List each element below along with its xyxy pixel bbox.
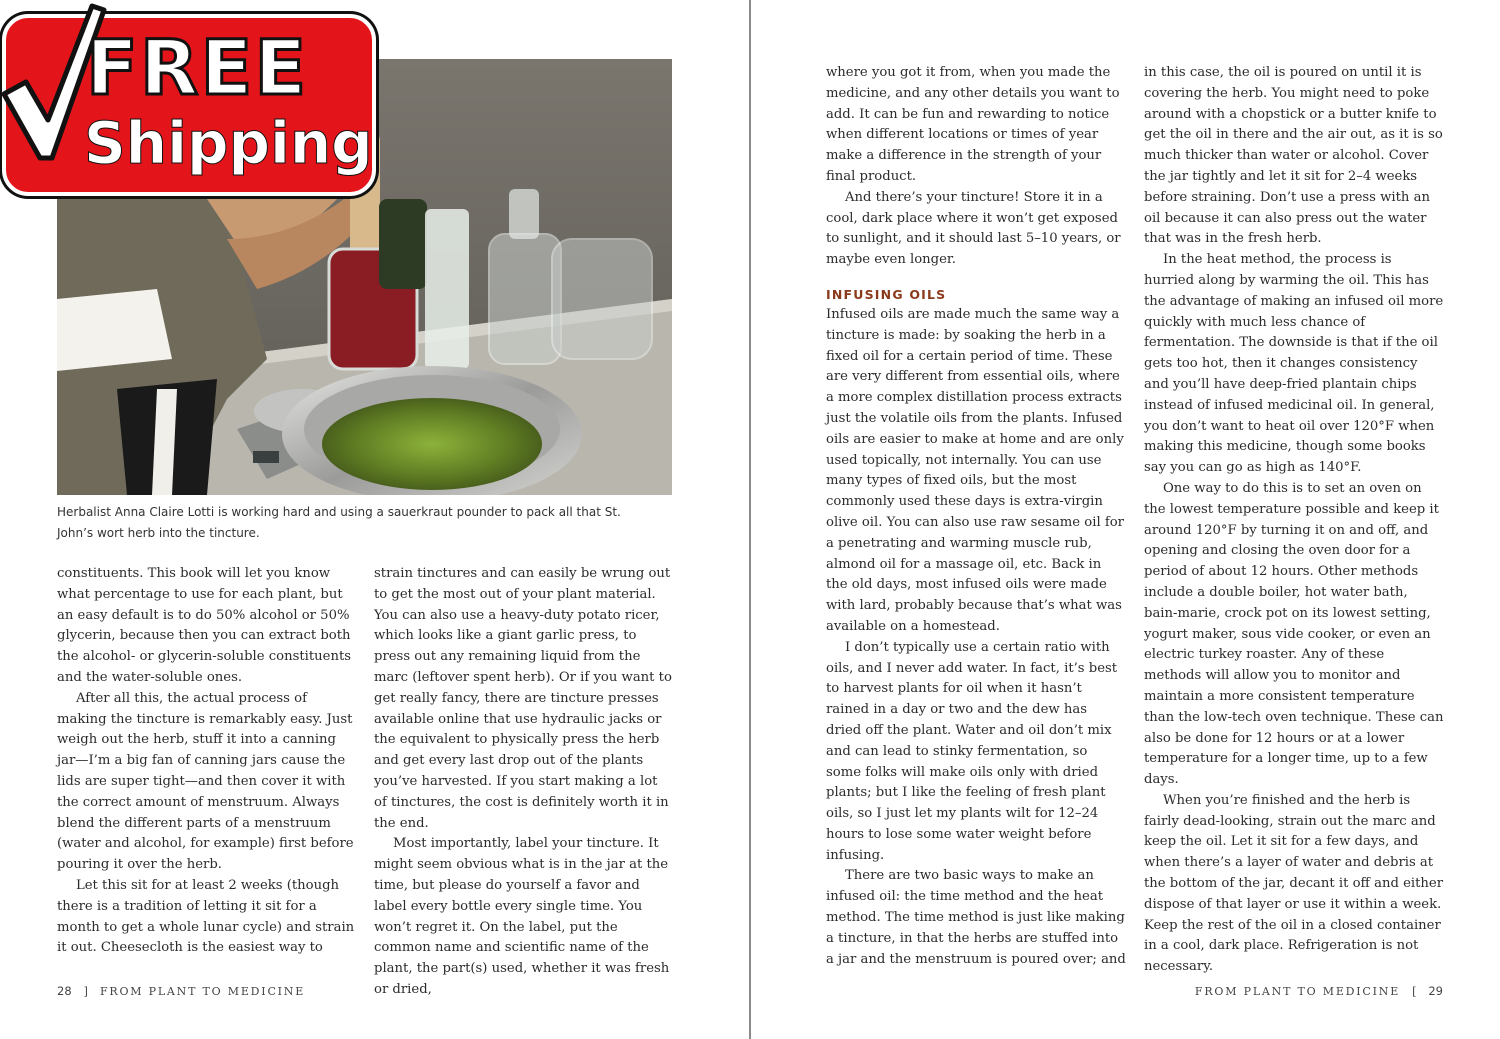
page-number: 28 — [57, 984, 72, 998]
paragraph: where you got it from, when you made the medicine, and any other details you want to add. It can be fun and rewarding to notice when different locations or times of year make a difference in the strength of your final product. — [826, 65, 1120, 184]
paragraph: constituents. This book will let you know what percentage to use for each plant, but an easy default is to do 50% alcohol or 50% glycerin, because then you can extract both the alcohol- or glycerin-soluble constituents and the water-soluble ones. — [57, 566, 352, 685]
paragraph: In the heat method, the process is hurried along by warming the oil. This has the advantage of making an infused oil more quickly with much less chance of fermentation. The downside is that if the oil gets too hot, then it changes consistency and you’ll have deep-fried plantain chips instead of infused medicinal oil. In general, you don’t want to heat oil over 120°F when making this medicine, though some books say you can go as high as 140°F. — [1144, 252, 1444, 476]
paragraph: When you’re finished and the herb is fairly dead-looking, strain out the marc and keep the oil. Let it sit for a few days, and when there’s a layer of water and debris at the bottom of the jar, decant it off and either dispose of that layer or use it within a week. Keep the rest of the oil in a closed container in a cool, dark place. Refrigeration is not necessary. — [1144, 792, 1443, 975]
paragraph: Infused oils are made much the same way a tincture is made: by soaking the herb in a fixed oil for a certain period of time. These are very different from essential oils, where a more complex distillation process extracts just the volatile oils from the plants. Infused oils are easier to make at home and are only used topically, not internally. You can use many types of fixed oils, but the most commonly used these days is extra-virgin olive oil. You can also use raw sesame oil for a penetrating and warming muscle rub, almond oil for a massage oil, etc. Back in the old days, most infused oils were made with lard, probably because that’s what was available on a homestead. — [826, 306, 1124, 634]
running-title: FROM PLANT TO MEDICINE — [99, 985, 306, 998]
paragraph: Let this sit for at least 2 weeks (though there is a tradition of letting it sit for a month to get a whole lunar cycle) and strain it out. Cheesecloth is the easiest way to — [57, 877, 355, 956]
badge-free-text: FREE — [86, 23, 309, 112]
left-page — [0, 0, 749, 1039]
left-page-column-1 — [57, 564, 355, 959]
right-page-column-1 — [826, 63, 1126, 970]
free-shipping-badge — [2, 14, 376, 196]
left-page-column-2 — [374, 564, 674, 1001]
paragraph: One way to do this is to set an oven on the lowest temperature possible and keep it around 120°F by turning it on and off, and opening and closing the oven door for a period of about 12 hours. Other methods include a double boiler, hot water bath, bain-marie, crock pot on its lowest setting, yogurt maker, sous vide cooker, or even an electric turkey roaster. Any of these methods will allow you to monitor and maintain a more consistent temperature than the low-tech oven technique. These can also be done for 12 hours or at a lower temperature for a longer time, up to a few days. — [1144, 480, 1444, 788]
paragraph: I don’t typically use a certain ratio with oils, and I never add water. In fact, it’s best to harvest plants for oil when it hasn’t rained in a day or two and the dew has dried off the plant. Water and oil don’t mix and can lead to stinky fermentation, so some folks will make oils only with dried plants; but I like the feeling of fresh plant oils, so I just let my plants wilt for 12–24 hours to lose some water weight before infusing. — [826, 639, 1118, 863]
paragraph: After all this, the actual process of making the tincture is remarkably easy. Just weigh out the herb, stuff it into a canning jar—I’m a big fan of canning jars cause the lids are super tight—and then cover it with the correct amount of menstruum. Always blend the different parts of a menstruum (water and alcohol, for example) first before pouring it over the herb. — [57, 690, 354, 873]
photo-caption: Herbalist Anna Claire Lotti is working hard and using a sauerkraut pounder to pack all that St. John’s wort herb into the tincture. — [57, 505, 621, 540]
page-number: 29 — [1428, 984, 1443, 998]
left-page-footer: 28 ] FROM PLANT TO MEDICINE — [57, 984, 306, 998]
section-heading: INFUSING OILS — [826, 286, 947, 302]
paragraph: Most importantly, label your tincture. It might seem obvious what is in the jar at the time, but please do yourself a favor and label every bottle every single time. You won’t regret it. On the label, put the common name and scientific name of the plant, the part(s) used, whether it was fresh or dried, — [374, 836, 670, 997]
right-page-column-2 — [1144, 63, 1444, 978]
right-page-footer: FROM PLANT TO MEDICINE [ 29 — [1194, 984, 1443, 998]
paragraph: in this case, the oil is poured on until it is covering the herb. You might need to poke around with a chopstick or a butter knife to get the oil in there and the air out, as it is so much thicker than water or alcohol. Cover the jar tightly and let it sit for 2–4 weeks before straining. Don’t use a press with an oil because it can also press out the water that was in the fresh herb. — [1144, 65, 1443, 247]
right-page — [751, 0, 1500, 1039]
paragraph: There are two basic ways to make an infused oil: the time method and the heat method. The time method is just like making a tincture, in that the herbs are stuffed into a jar and the menstruum is poured over; and — [826, 868, 1126, 967]
paragraph: And there’s your tincture! Store it in a cool, dark place where it won’t get exposed to sunlight, and it should last 5–10 years, or maybe even longer. — [826, 189, 1121, 268]
badge-shipping-text: Shipping — [84, 109, 373, 177]
paragraph: strain tinctures and can easily be wrung out to get the most out of your plant material. You can also use a heavy-duty potato ricer, which looks like a giant garlic press, to press out any remaining liquid from the marc (leftover spent herb). Or if you want to get really fancy, there are tincture presses available online that use hydraulic jacks or the equivalent to physically press the herb and get every last drop out of the plants you’ve harvested. If you start making a lot of tinctures, the cost is definitely worth it in the end. — [374, 566, 672, 831]
running-title: FROM PLANT TO MEDICINE — [1194, 985, 1401, 998]
